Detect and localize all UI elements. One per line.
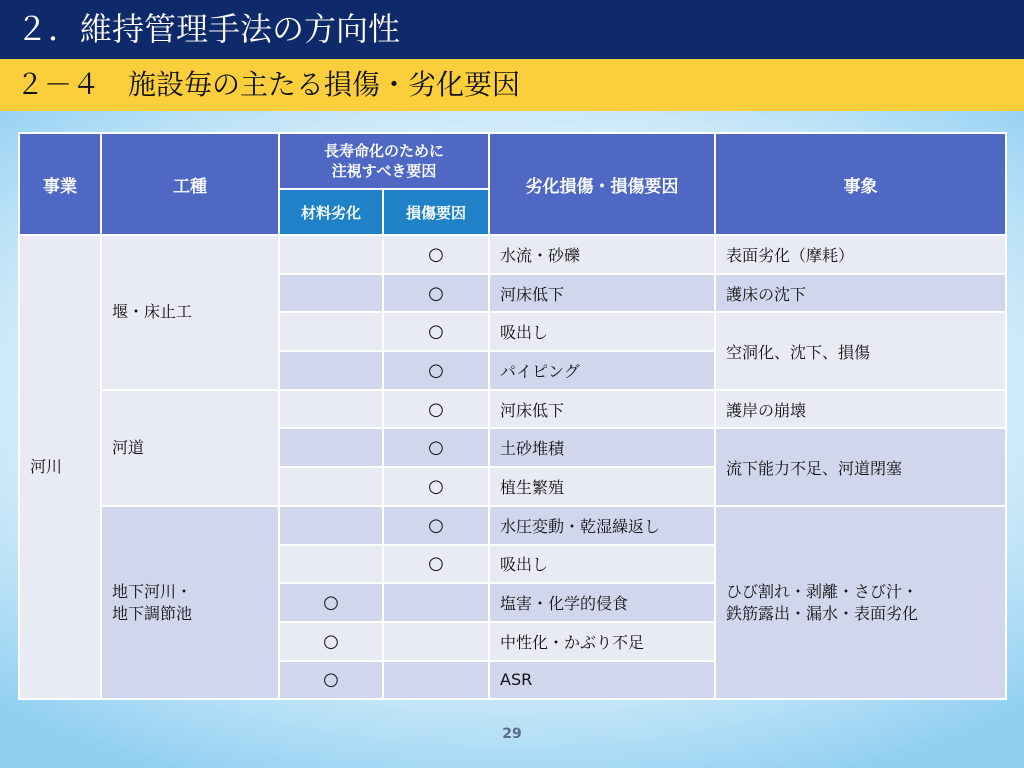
cause-cell: 河床低下 [489,274,715,313]
material-mark: ○ [279,661,383,700]
table-row [19,506,1006,545]
material-mark [279,428,383,467]
phenomenon-cell: 護岸の崩壊 [715,390,1006,429]
cause-cell: 植生繁殖 [489,467,715,506]
material-mark [279,506,383,545]
damage-mark [383,622,489,661]
damage-mark [383,661,489,700]
cause-cell: 塩害・化学的侵食 [489,583,715,622]
header-longevity-line-2: 注視すべき要因 [331,162,437,180]
header-longevity-line-1: 長寿命化のために [324,142,445,160]
cause-cell: 中性化・かぶり不足 [489,622,715,661]
phenomenon-cell: 表面劣化（摩耗） [715,235,1006,274]
table-row [19,235,1006,274]
material-mark [279,545,383,584]
material-mark [279,467,383,506]
slide-title: ２．維持管理手法の方向性 [16,10,401,48]
work-type-line-1: 地下河川・ [112,581,193,601]
damage-mark: ○ [383,506,489,545]
header-cause: 劣化損傷・損傷要因 [489,133,715,235]
material-mark: ○ [279,583,383,622]
damage-mark: ○ [383,467,489,506]
damage-mark: ○ [383,274,489,313]
cause-cell: 吸出し [489,545,715,584]
phenomenon-cell: 流下能力不足、河道閉塞 [715,428,1006,505]
damage-mark [383,583,489,622]
material-mark [279,312,383,351]
cause-cell: パイピング [489,351,715,390]
damage-mark: ○ [383,545,489,584]
cause-cell: ASR [489,661,715,700]
damage-mark: ○ [383,312,489,351]
header-damage-factor: 損傷要因 [383,189,489,235]
work-type-cell: 堰・床止工 [101,235,279,390]
cause-cell: 土砂堆積 [489,428,715,467]
header-material-deterioration: 材料劣化 [279,189,383,235]
damage-mark: ○ [383,235,489,274]
header-business: 事業 [19,133,101,235]
slide-title-bar [0,0,1024,59]
work-type-line-2: 地下調節池 [112,603,193,623]
cause-cell: 河床低下 [489,390,715,429]
phenomenon-line-1: ひび割れ・剥離・さび汁・ [726,581,919,601]
material-mark [279,351,383,390]
cause-cell: 水流・砂礫 [489,235,715,274]
phenomenon-cell: 護床の沈下 [715,274,1006,313]
phenomenon-line-2: 鉄筋露出・漏水・表面劣化 [726,603,919,623]
header-work-type: 工種 [101,133,279,235]
deterioration-factor-table [18,132,1007,700]
material-mark [279,390,383,429]
section-heading: ２－４ 施設毎の主たる損傷・劣化要因 [16,68,521,101]
phenomenon-cell: 空洞化、沈下、損傷 [715,312,1006,389]
table-row [19,390,1006,429]
work-type-cell: 河道 [101,390,279,506]
material-mark [279,274,383,313]
material-mark [279,235,383,274]
phenomenon-cell [715,506,1006,699]
business-cell: 河川 [19,235,101,699]
section-heading-bar [0,59,1024,111]
damage-mark: ○ [383,428,489,467]
header-longevity-factors [279,133,489,189]
damage-mark: ○ [383,351,489,390]
damage-mark: ○ [383,390,489,429]
work-type-cell [101,506,279,699]
cause-cell: 吸出し [489,312,715,351]
page-number: 29 [502,726,522,742]
material-mark: ○ [279,622,383,661]
cause-cell: 水圧変動・乾湿繰返し [489,506,715,545]
header-phenomenon: 事象 [715,133,1006,235]
